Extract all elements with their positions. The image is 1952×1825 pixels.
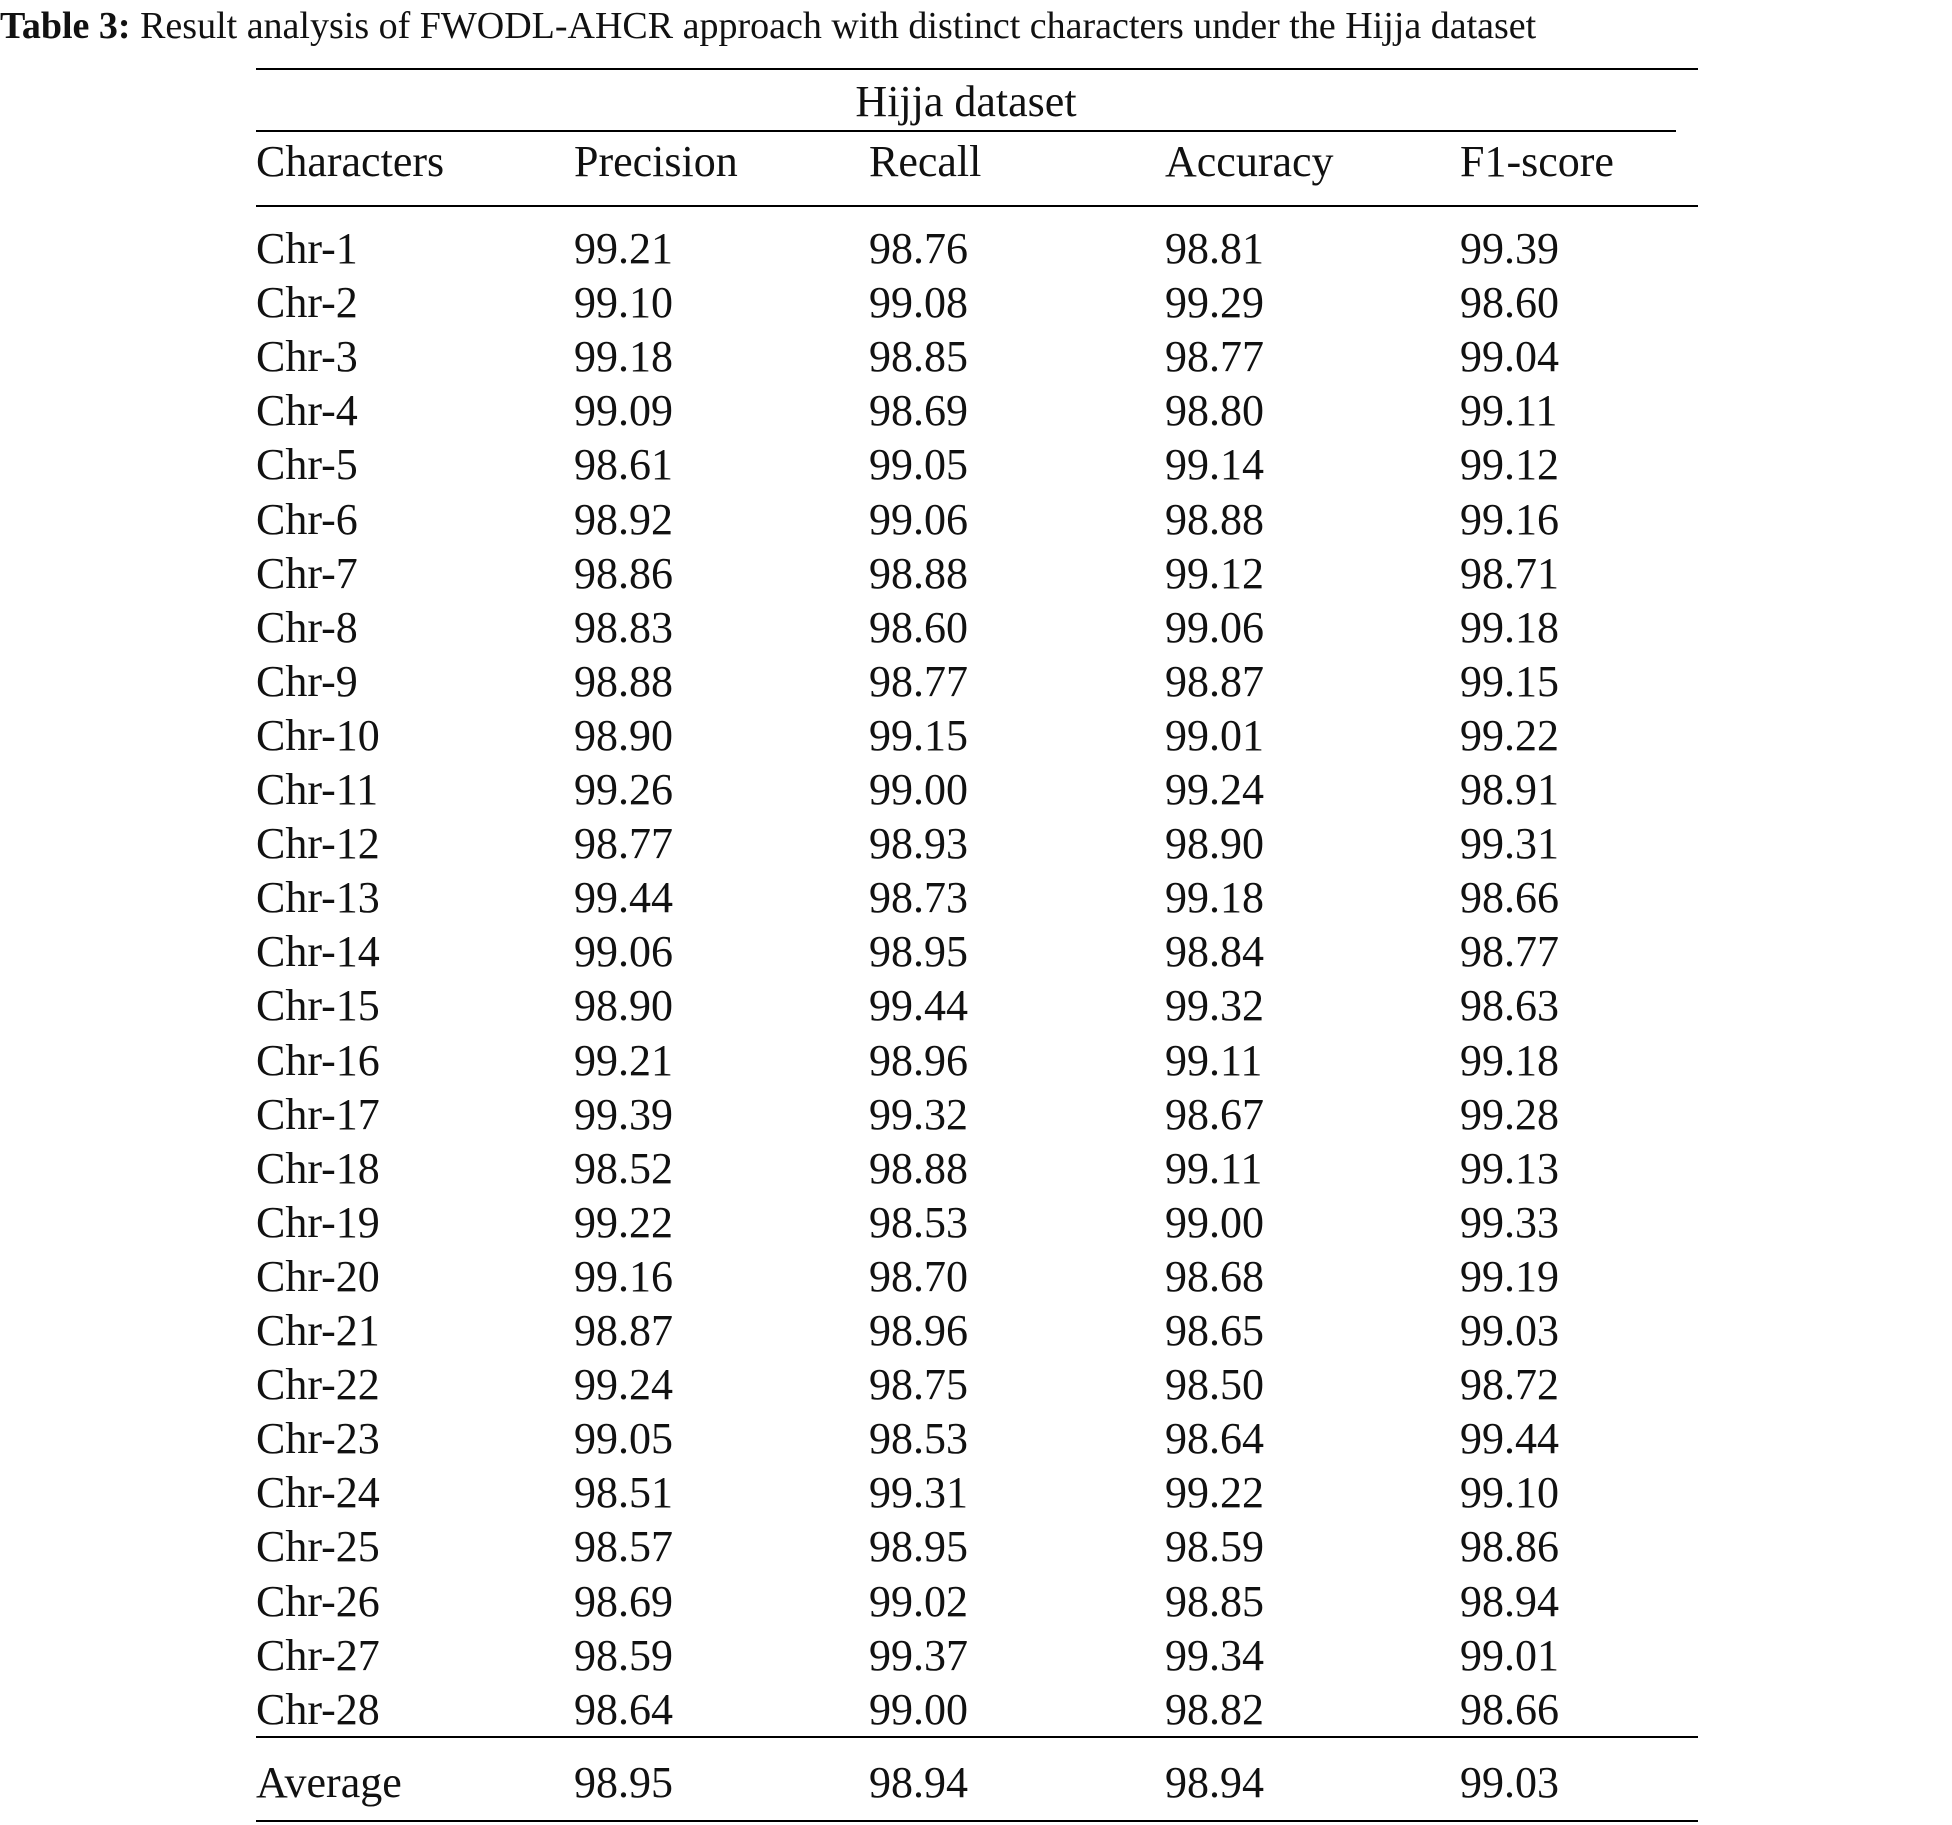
cell-f1-score: 98.60 xyxy=(1460,278,1559,327)
cell-f1-score: 99.39 xyxy=(1460,224,1559,273)
cell-characters: Chr-25 xyxy=(256,1522,380,1571)
cell-recall: 98.88 xyxy=(869,1144,968,1193)
cell-f1-score: 98.94 xyxy=(1460,1577,1559,1626)
cell-recall: 98.95 xyxy=(869,1522,968,1571)
cell-accuracy: 98.80 xyxy=(1165,386,1264,435)
cell-recall: 98.77 xyxy=(869,657,968,706)
cell-precision: 99.26 xyxy=(574,765,673,814)
cell-accuracy: 98.50 xyxy=(1165,1360,1264,1409)
cell-characters: Chr-14 xyxy=(256,927,380,976)
cell-precision: 99.44 xyxy=(574,873,673,922)
cell-precision: 98.90 xyxy=(574,711,673,760)
cell-accuracy: 99.29 xyxy=(1165,278,1264,327)
cell-accuracy: 98.68 xyxy=(1165,1252,1264,1301)
cell-characters: Chr-10 xyxy=(256,711,380,760)
cell-precision: 99.16 xyxy=(574,1252,673,1301)
cell-accuracy: 99.12 xyxy=(1165,549,1264,598)
cell-precision: 99.10 xyxy=(574,278,673,327)
cell-recall: 99.05 xyxy=(869,440,968,489)
cell-recall: 98.96 xyxy=(869,1306,968,1355)
cell-f1-score: 98.66 xyxy=(1460,1685,1559,1734)
cell-precision: 99.18 xyxy=(574,332,673,381)
cell-f1-score: 99.44 xyxy=(1460,1414,1559,1463)
cell-accuracy: 98.82 xyxy=(1165,1685,1264,1734)
cell-f1-score: 99.18 xyxy=(1460,603,1559,652)
cell-accuracy: 98.77 xyxy=(1165,332,1264,381)
cell-recall: 98.60 xyxy=(869,603,968,652)
cell-precision: 99.06 xyxy=(574,927,673,976)
cell-accuracy: 98.81 xyxy=(1165,224,1264,273)
cell-f1-score: 98.77 xyxy=(1460,927,1559,976)
cell-f1-score: 99.31 xyxy=(1460,819,1559,868)
cell-precision: 98.86 xyxy=(574,549,673,598)
cell-recall: 98.70 xyxy=(869,1252,968,1301)
cell-f1-score: 98.91 xyxy=(1460,765,1559,814)
cell-recall: 99.31 xyxy=(869,1468,968,1517)
column-header-recall: Recall xyxy=(869,137,982,186)
cell-recall: 99.02 xyxy=(869,1577,968,1626)
bottom-rule xyxy=(256,1820,1698,1822)
cell-recall: 98.85 xyxy=(869,332,968,381)
average-characters: Average xyxy=(256,1758,402,1807)
cell-recall: 99.00 xyxy=(869,1685,968,1734)
cell-precision: 99.24 xyxy=(574,1360,673,1409)
cell-precision: 98.83 xyxy=(574,603,673,652)
cell-precision: 98.88 xyxy=(574,657,673,706)
cell-characters: Chr-6 xyxy=(256,495,358,544)
cell-characters: Chr-5 xyxy=(256,440,358,489)
cell-characters: Chr-23 xyxy=(256,1414,380,1463)
cell-recall: 99.00 xyxy=(869,765,968,814)
cell-accuracy: 99.14 xyxy=(1165,440,1264,489)
cell-characters: Chr-24 xyxy=(256,1468,380,1517)
cell-characters: Chr-12 xyxy=(256,819,380,868)
cell-accuracy: 98.84 xyxy=(1165,927,1264,976)
cell-f1-score: 99.33 xyxy=(1460,1198,1559,1247)
cell-f1-score: 99.19 xyxy=(1460,1252,1559,1301)
cell-characters: Chr-1 xyxy=(256,224,358,273)
column-header-precision: Precision xyxy=(574,137,738,186)
cell-characters: Chr-22 xyxy=(256,1360,380,1409)
cell-f1-score: 99.01 xyxy=(1460,1631,1559,1680)
cell-recall: 99.32 xyxy=(869,1090,968,1139)
cell-accuracy: 98.65 xyxy=(1165,1306,1264,1355)
cell-characters: Chr-3 xyxy=(256,332,358,381)
cell-recall: 99.44 xyxy=(869,981,968,1030)
cell-characters: Chr-9 xyxy=(256,657,358,706)
cell-precision: 98.57 xyxy=(574,1522,673,1571)
cell-characters: Chr-20 xyxy=(256,1252,380,1301)
cell-f1-score: 98.86 xyxy=(1460,1522,1559,1571)
cell-accuracy: 99.00 xyxy=(1165,1198,1264,1247)
cell-recall: 98.93 xyxy=(869,819,968,868)
table-caption xyxy=(0,4,1952,48)
group-rule xyxy=(256,130,1676,132)
cell-characters: Chr-7 xyxy=(256,549,358,598)
cell-accuracy: 98.64 xyxy=(1165,1414,1264,1463)
cell-f1-score: 99.12 xyxy=(1460,440,1559,489)
cell-recall: 98.53 xyxy=(869,1414,968,1463)
column-header-characters: Characters xyxy=(256,137,445,186)
cell-characters: Chr-18 xyxy=(256,1144,380,1193)
cell-characters: Chr-16 xyxy=(256,1036,380,1085)
cell-precision: 99.22 xyxy=(574,1198,673,1247)
cell-recall: 98.88 xyxy=(869,549,968,598)
average-accuracy: 98.94 xyxy=(1165,1758,1264,1807)
cell-accuracy: 98.67 xyxy=(1165,1090,1264,1139)
cell-characters: Chr-15 xyxy=(256,981,380,1030)
cell-accuracy: 98.90 xyxy=(1165,819,1264,868)
cell-characters: Chr-19 xyxy=(256,1198,380,1247)
cell-characters: Chr-26 xyxy=(256,1577,380,1626)
cell-recall: 99.15 xyxy=(869,711,968,760)
cell-f1-score: 99.15 xyxy=(1460,657,1559,706)
cell-accuracy: 98.88 xyxy=(1165,495,1264,544)
cell-recall: 98.53 xyxy=(869,1198,968,1247)
cell-f1-score: 99.11 xyxy=(1460,386,1558,435)
cell-recall: 99.08 xyxy=(869,278,968,327)
caption-text: Result analysis of FWODL-AHCR approach with distinct characters under the Hijja dataset xyxy=(140,5,1537,47)
cell-accuracy: 99.18 xyxy=(1165,873,1264,922)
cell-characters: Chr-21 xyxy=(256,1306,380,1355)
cell-precision: 99.21 xyxy=(574,224,673,273)
cell-characters: Chr-8 xyxy=(256,603,358,652)
cell-recall: 98.95 xyxy=(869,927,968,976)
cell-characters: Chr-2 xyxy=(256,278,358,327)
cell-accuracy: 99.06 xyxy=(1165,603,1264,652)
cell-f1-score: 99.18 xyxy=(1460,1036,1559,1085)
average-recall: 98.94 xyxy=(869,1758,968,1807)
cell-f1-score: 99.13 xyxy=(1460,1144,1559,1193)
cell-precision: 98.52 xyxy=(574,1144,673,1193)
top-rule xyxy=(256,68,1698,70)
cell-f1-score: 99.10 xyxy=(1460,1468,1559,1517)
column-header-f1-score: F1-score xyxy=(1460,137,1614,186)
cell-accuracy: 98.87 xyxy=(1165,657,1264,706)
cell-accuracy: 99.32 xyxy=(1165,981,1264,1030)
cell-characters: Chr-4 xyxy=(256,386,358,435)
cell-accuracy: 98.59 xyxy=(1165,1522,1264,1571)
cell-precision: 99.21 xyxy=(574,1036,673,1085)
cell-accuracy: 99.11 xyxy=(1165,1036,1263,1085)
cell-recall: 98.96 xyxy=(869,1036,968,1085)
cell-f1-score: 99.03 xyxy=(1460,1306,1559,1355)
cell-characters: Chr-17 xyxy=(256,1090,380,1139)
cell-recall: 98.76 xyxy=(869,224,968,273)
cell-f1-score: 99.04 xyxy=(1460,332,1559,381)
cell-precision: 98.90 xyxy=(574,981,673,1030)
cell-precision: 98.77 xyxy=(574,819,673,868)
cell-characters: Chr-13 xyxy=(256,873,380,922)
cell-f1-score: 98.72 xyxy=(1460,1360,1559,1409)
cell-accuracy: 98.85 xyxy=(1165,1577,1264,1626)
cell-precision: 98.69 xyxy=(574,1577,673,1626)
cell-precision: 98.59 xyxy=(574,1631,673,1680)
cell-precision: 98.51 xyxy=(574,1468,673,1517)
cell-characters: Chr-27 xyxy=(256,1631,380,1680)
cell-recall: 99.06 xyxy=(869,495,968,544)
cell-f1-score: 99.22 xyxy=(1460,711,1559,760)
cell-recall: 99.37 xyxy=(869,1631,968,1680)
cell-characters: Chr-11 xyxy=(256,765,379,814)
cell-accuracy: 99.34 xyxy=(1165,1631,1264,1680)
average-f1-score: 99.03 xyxy=(1460,1758,1559,1807)
cell-accuracy: 99.22 xyxy=(1165,1468,1264,1517)
cell-accuracy: 99.01 xyxy=(1165,711,1264,760)
cell-precision: 99.09 xyxy=(574,386,673,435)
cell-recall: 98.69 xyxy=(869,386,968,435)
cell-recall: 98.73 xyxy=(869,873,968,922)
cell-f1-score: 98.66 xyxy=(1460,873,1559,922)
group-title: Hijja dataset xyxy=(855,77,1077,126)
cell-f1-score: 98.63 xyxy=(1460,981,1559,1030)
cell-f1-score: 98.71 xyxy=(1460,549,1559,598)
cell-precision: 99.39 xyxy=(574,1090,673,1139)
cell-f1-score: 99.28 xyxy=(1460,1090,1559,1139)
cell-accuracy: 99.11 xyxy=(1165,1144,1263,1193)
header-rule xyxy=(256,205,1698,207)
cell-precision: 99.05 xyxy=(574,1414,673,1463)
cell-precision: 98.61 xyxy=(574,440,673,489)
average-rule xyxy=(256,1736,1698,1738)
cell-precision: 98.64 xyxy=(574,1685,673,1734)
cell-precision: 98.92 xyxy=(574,495,673,544)
cell-f1-score: 99.16 xyxy=(1460,495,1559,544)
average-precision: 98.95 xyxy=(574,1758,673,1807)
cell-characters: Chr-28 xyxy=(256,1685,380,1734)
cell-recall: 98.75 xyxy=(869,1360,968,1409)
cell-accuracy: 99.24 xyxy=(1165,765,1264,814)
caption-label: Table 3: xyxy=(0,5,131,47)
cell-precision: 98.87 xyxy=(574,1306,673,1355)
column-header-accuracy: Accuracy xyxy=(1165,137,1334,186)
